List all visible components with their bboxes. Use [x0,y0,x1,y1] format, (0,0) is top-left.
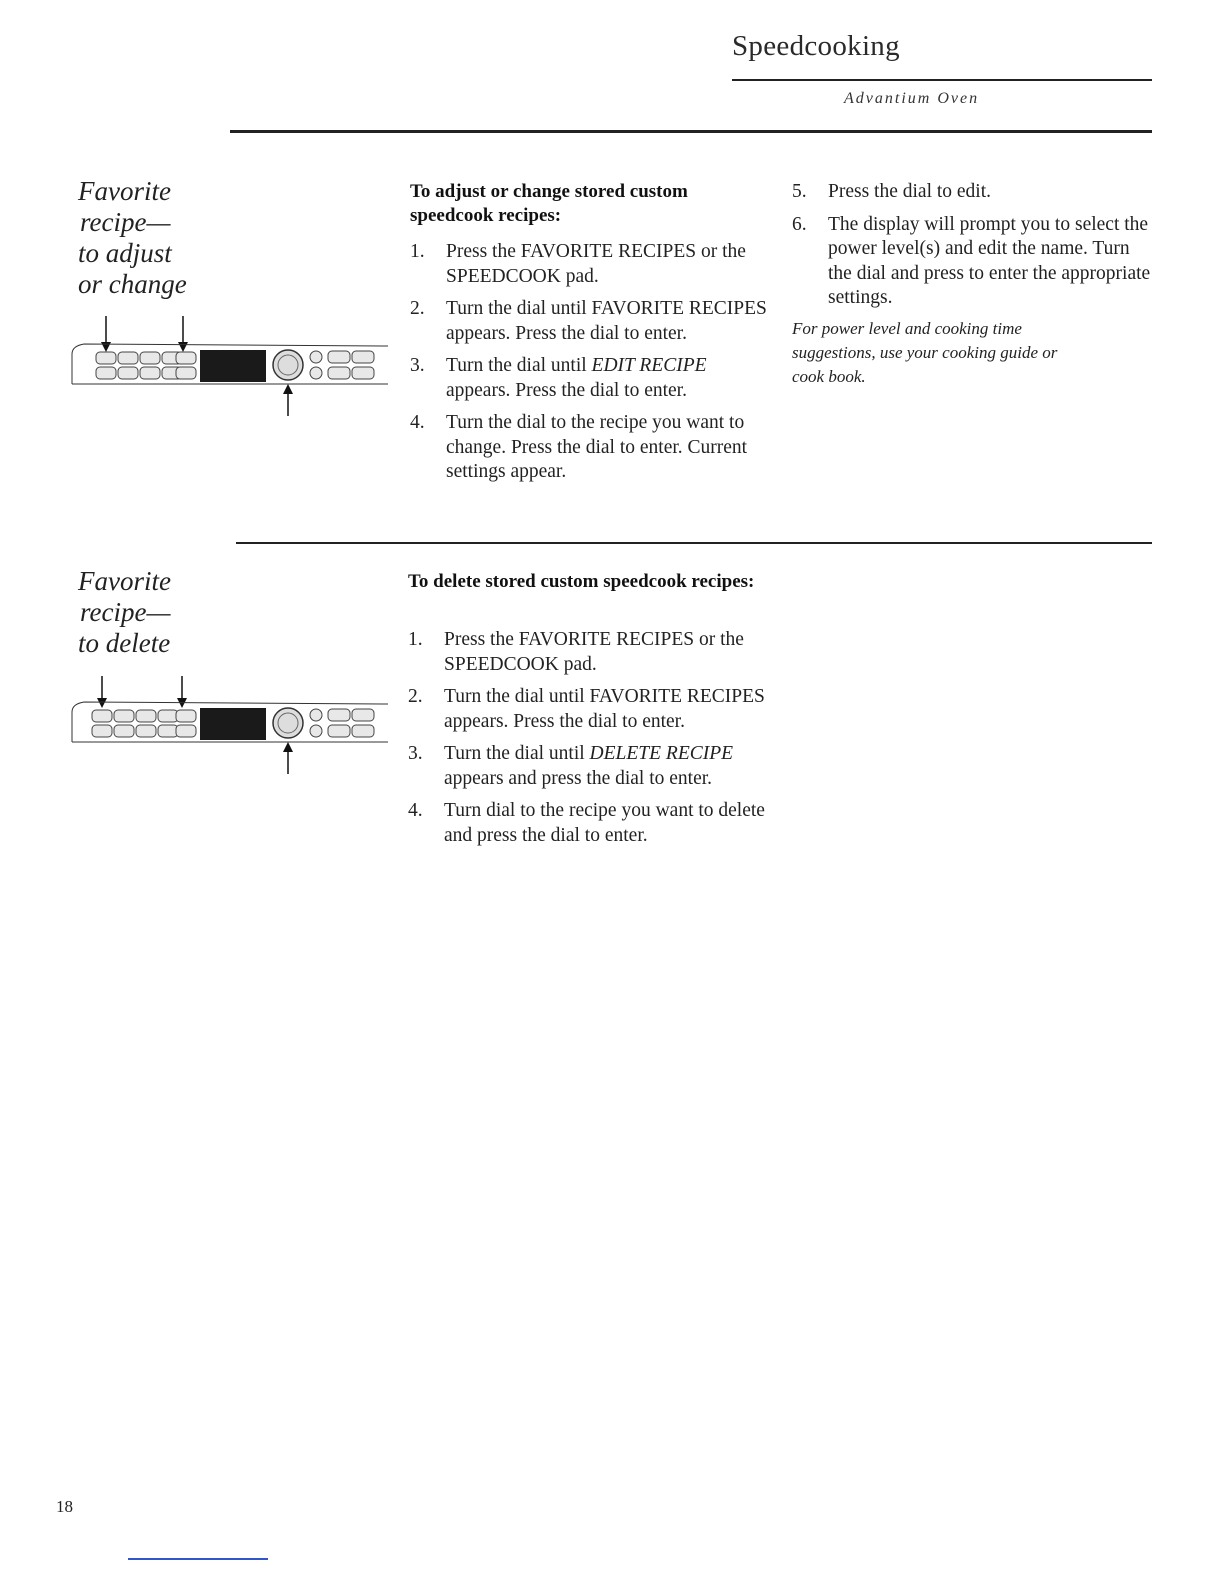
step-text: Turn dial to the recipe you want to delete and press the dial to enter. [444,800,765,846]
control-panel-illustration [70,672,392,778]
step-text: Turn the dial until FAVORITE RECIPES appears. Press the dial to enter. [446,298,767,344]
side-title-line: to adjust [78,238,172,268]
arrow-up-icon [283,384,293,416]
arrow-up-icon [283,742,293,774]
side-title-line: or change [78,269,187,299]
arrow-down-icon [101,316,111,352]
dial-icon [273,350,303,380]
list-item [792,180,1152,205]
step-text: Press the FAVORITE RECIPES or the SPEEDCOOK pad. [446,241,746,287]
step-text-part: Turn the dial until [446,355,592,376]
page-title: Speedcooking [732,30,900,62]
header-rule [230,130,1152,133]
step-text: The display will prompt you to select the power level(s) and edit the name. Turn the dial and press to enter the appropriate settings. [828,213,1151,308]
step-text-emphasis: EDIT RECIPE [591,355,707,376]
steps-list-adjust-continued [792,180,1152,389]
side-title-delete [78,566,171,659]
step-text-part: Turn the dial until [444,743,590,764]
list-item [410,411,770,485]
arrow-down-icon [177,676,187,708]
step-text-part: appears and press the dial to enter. [444,767,713,789]
step-text: Turn the dial until FAVORITE RECIPES appears. Press the dial to enter. [444,686,765,732]
list-item [410,297,770,346]
step-text-emphasis: DELETE RECIPE [589,743,734,764]
display-icon [200,708,266,740]
list-item [408,799,768,848]
control-panel-illustration [70,312,392,418]
step-number: 6. [792,213,807,235]
step-number: 3. [408,743,423,764]
step-number: 1. [410,241,425,262]
step-text: Press the dial to edit. [828,181,992,202]
side-title-line: to delete [78,628,171,658]
section-divider [236,542,1152,544]
step-number: 4. [408,800,423,821]
dial-icon [273,708,303,738]
side-title-line: recipe— [80,597,171,627]
footer-rule [128,1558,268,1560]
side-title-line: Favorite [78,176,171,206]
side-title-line: Favorite [78,566,171,596]
step-text [444,742,768,791]
side-title-line: recipe— [80,207,171,237]
header-divider [732,79,1152,81]
page-number: 18 [56,1497,73,1516]
list-item [410,240,770,289]
step-number: 4. [410,412,425,433]
cooking-note: For power level and cooking time suggestions, use your cooking guide or cook book. [792,318,1058,386]
step-number: 3. [410,355,425,376]
list-item [408,685,768,734]
step-text [446,354,770,403]
side-title-adjust [78,176,187,300]
steps-list-adjust [410,240,770,485]
list-item [410,354,770,403]
step-number: 1. [408,629,423,650]
display-icon [200,350,266,382]
arrow-down-icon [178,316,188,352]
section-heading-adjust: To adjust or change stored custom speedcook recipes: [410,181,688,226]
page-subtitle: Advantium Oven [844,90,980,107]
steps-list-delete [408,628,768,848]
step-text: Press the FAVORITE RECIPES or the SPEEDCOOK pad. [444,629,744,675]
step-number: 2. [408,686,423,707]
step-number: 2. [410,298,425,319]
arrow-down-icon [97,676,107,708]
list-item [408,742,768,791]
step-text: Turn the dial to the recipe you want to change. Press the dial to enter. Current settings appear. [446,412,748,482]
step-number: 5. [792,181,807,202]
step-text-part: appears. Press the dial to enter. [446,379,687,401]
section-heading-delete: To delete stored custom speedcook recipes: [408,571,755,592]
list-item [408,628,768,677]
list-item [792,213,1152,311]
